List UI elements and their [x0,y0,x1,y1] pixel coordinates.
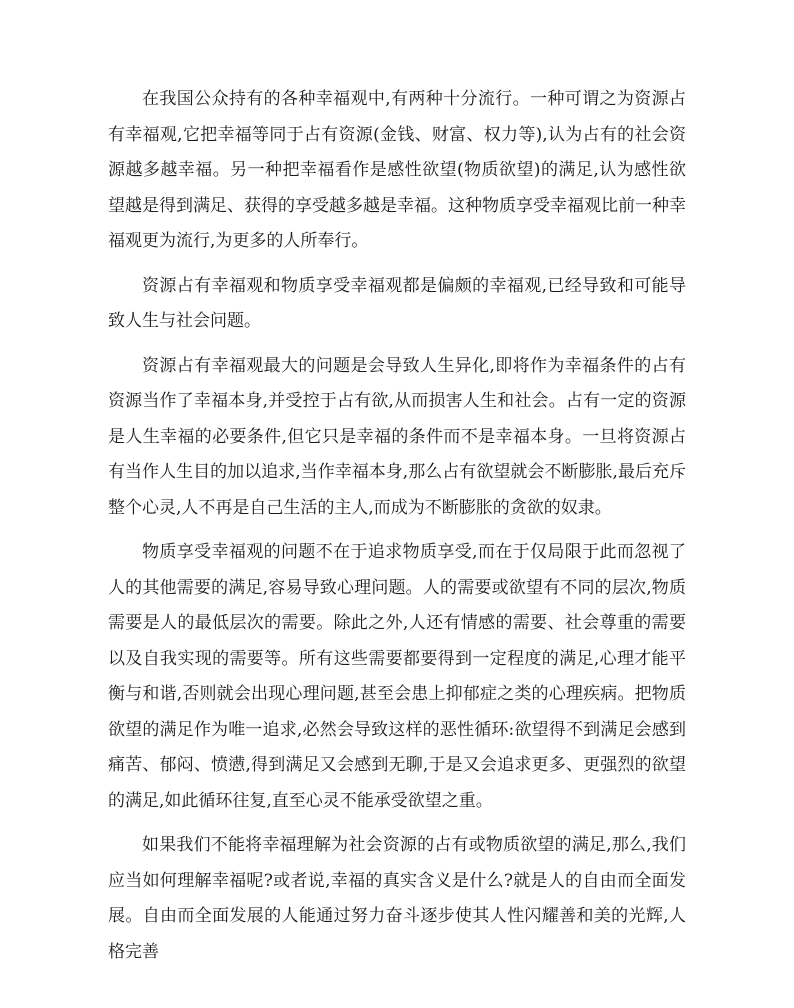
paragraph-3: 资源占有幸福观最大的问题是会导致人生异化,即将作为幸福条件的占有资源当作了幸福本身,并受控于占有欲,从而损害人生和社会。占有一定的资源是人生幸福的必要条件,但它只是幸福的条件而不是幸福本身。一旦将资源占有当作人生目的加以追求,当作幸福本身,那么占有欲望就会不断膨胀,最后充斥整个心灵,人不再是自己生活的主人,而成为不断膨胀的贪欲的奴隶。 [108,355,686,518]
paragraph-4: 物质享受幸福观的问题不在于追求物质享受,而在于仅局限于此而忽视了人的其他需要的满足,容易导致心理问题。人的需要或欲望有不同的层次,物质需要是人的最低层次的需要。除此之外,人还有情感的需要、社会尊重的需要以及自我实现的需要等。所有这些需要都要得到一定程度的满足,心理才能平衡与和谐,否则就会出现心理问题,甚至会患上抑郁症之类的心理疾病。把物质欲望的满足作为唯一追求,必然会导致这样的恶性循环:欲望得不到满足会感到痛苦、郁闷、愤懑,得到满足又会感到无聊,于是又会追求更多、更强烈的欲望的满足,如此循环往复,直至心灵不能承受欲望之重。 [108,542,686,811]
document-page [108,82,686,979]
paragraph-1: 在我国公众持有的各种幸福观中,有两种十分流行。一种可谓之为资源占有幸福观,它把幸福等同于占有资源(金钱、财富、权力等),认为占有的社会资源越多越幸福。另一种把幸福看作是感性欲望(物质欲望)的满足,认为感性欲望越是得到满足、获得的享受越多越是幸福。这种物质享受幸福观比前一种幸福观更为流行,为更多的人所奉行。 [108,89,686,251]
paragraph-2: 资源占有幸福观和物质享受幸福观都是偏颇的幸福观,已经导致和可能导致人生与社会问题。 [108,275,686,331]
paragraph-5: 如果我们不能将幸福理解为社会资源的占有或物质欲望的满足,那么,我们应当如何理解幸福呢?或者说,幸福的真实含义是什么?就是人的自由而全面发展。自由而全面发展的人能通过努力奋斗逐步使其人性闪耀善和美的光辉,人格完善 [108,835,686,962]
